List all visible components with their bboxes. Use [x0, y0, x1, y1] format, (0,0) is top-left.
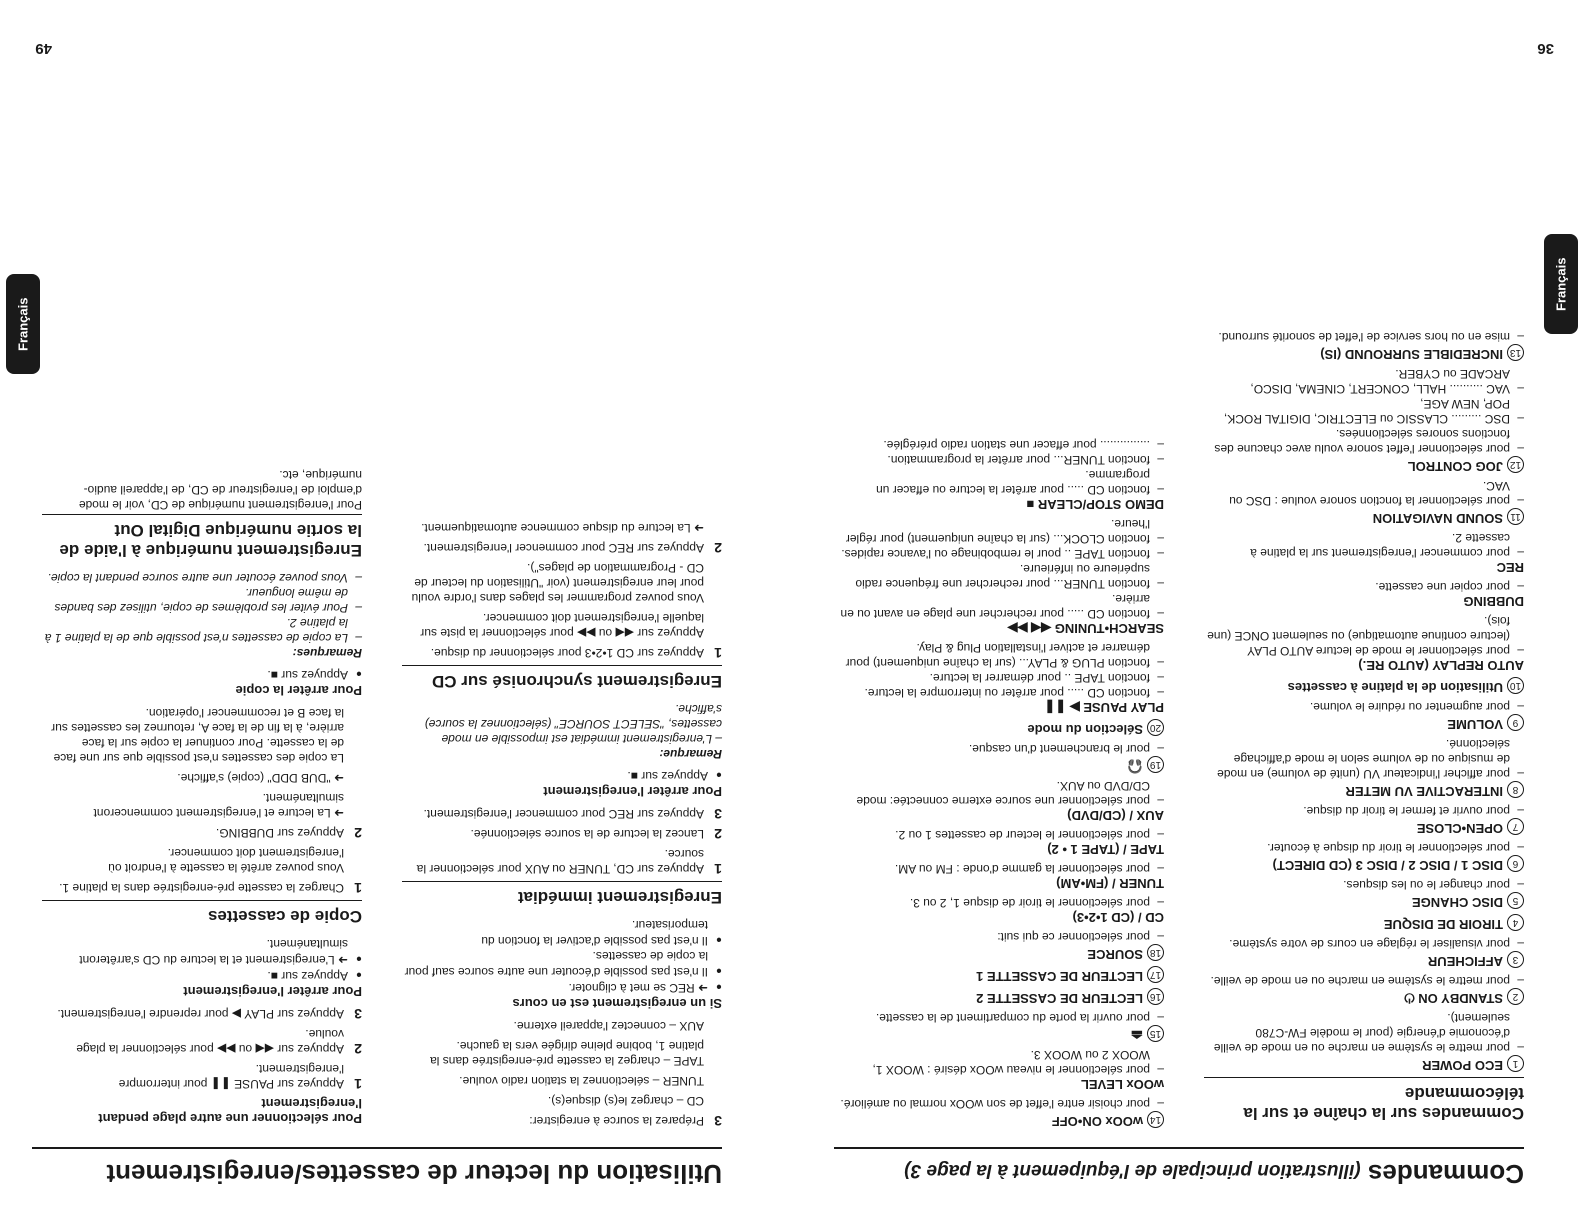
- recording-in-progress-list: [402, 917, 722, 995]
- control-description: – fonction CD ..... pour rechercher une plage en avant ou en arrière.: [834, 591, 1164, 621]
- step-text: Appuyez sur PAUSE ❚❚ pour interrompre l'enregistrement.: [118, 1062, 344, 1091]
- step-row: [402, 610, 722, 640]
- step-text: ➜ La lecture du disque commence automatiquement.: [421, 521, 704, 535]
- control-name: SOURCE: [1087, 947, 1143, 962]
- page-number: 36: [1537, 40, 1554, 57]
- step-row: [42, 1006, 362, 1021]
- step-row: [402, 520, 722, 535]
- item-number-badge: 16: [1147, 988, 1164, 1005]
- control-description: – pour ouvrir et fermer le tiroir du disque.: [1204, 803, 1524, 818]
- step-row: [42, 880, 362, 895]
- control-name: INCREDIBLE SURROUND (IS): [1320, 347, 1503, 362]
- stop-recording-heading: Pour arrêter l'enregistrement: [543, 784, 722, 799]
- control-term: [834, 808, 1164, 823]
- control-term: [1204, 508, 1524, 526]
- controls-list-continued: [834, 437, 1164, 1129]
- right-column-1: [402, 520, 722, 1133]
- step-text: Appuyez sur CD 1•2•3 pour sélectionner du disque.: [430, 646, 704, 660]
- control-name: SOUND NAVIGATION: [1372, 511, 1503, 526]
- list-line: ● Appuyez sur ■.: [42, 967, 362, 983]
- control-name: TUNER / (FM•AM): [1056, 876, 1164, 891]
- control-description: – pour le branchement d'un casque.: [834, 741, 1164, 756]
- list-line: ● Il n'est pas possible d'activer la fonction du temporisateur.: [402, 917, 722, 948]
- step-text: Chargez la cassette pré-enregistrée dans la platine 1.: [59, 881, 344, 895]
- control-term: [834, 988, 1164, 1006]
- control-term: [834, 497, 1164, 512]
- list-line: – Pour éviter les problèmes de copie, utilisez des bandes de même longueur.: [42, 585, 362, 615]
- copy-cassettes-heading: Copie de cassettes: [42, 900, 362, 926]
- step-row: [402, 826, 722, 841]
- control-term: [834, 621, 1164, 636]
- control-term: [1204, 951, 1524, 969]
- control-name: ECO POWER: [1422, 1058, 1503, 1073]
- step-row: [402, 1073, 722, 1088]
- step-row: [402, 1093, 722, 1108]
- control-term: [1204, 560, 1524, 575]
- control-name: ⏏: [1130, 1028, 1143, 1043]
- control-description: – fonction TAPE .. pour démarrer la lecture.: [834, 670, 1164, 685]
- step-text: Vous pouvez programmer les plages dans l'ordre voulu pour leur enregistrement (voir "Utilisation du lecteur de CD - Programmation de plages").: [411, 561, 704, 605]
- step-text: Appuyez sur CD, TUNER ou AUX pour sélectionner la source.: [416, 847, 704, 876]
- control-name: wOOx LEVEL: [1080, 1077, 1164, 1092]
- control-name: CD / (CD 1•2•3): [1072, 910, 1164, 925]
- step-number: 3: [354, 1006, 362, 1022]
- intro-steps: [402, 1018, 722, 1128]
- control-description: – pour choisir entre l'effet de son wOOx normal ou amélioré.: [834, 1096, 1164, 1111]
- item-number-badge: 14: [1147, 1111, 1164, 1128]
- control-description: – fonction TAPE .. pour le rembobinage ou l'avance rapides.: [834, 546, 1164, 561]
- control-term: [1204, 677, 1524, 695]
- control-name: 🎧: [1126, 759, 1143, 774]
- control-name: SEARCH•TUNING ◀◀ ▶▶: [1007, 621, 1164, 636]
- step-text: AUX – connectez l'appareil externe.: [513, 1019, 704, 1033]
- control-description: – fonction CLOCK... (sur la chaîne uniquement) pour régler l'heure.: [834, 516, 1164, 546]
- control-name: DEMO STOP/CLEAR ■: [1026, 497, 1164, 512]
- control-description: – pour sélectionner le tiroir de disque 1, 2 ou 3.: [834, 895, 1164, 910]
- control-description: – pour sélectionner le tiroir du disque à écouter.: [1204, 840, 1524, 855]
- step-row: [402, 1018, 722, 1033]
- list-line: – La copie de cassettes n'est possible que de la platine 1 à la platine 2.: [42, 615, 362, 645]
- control-description: – fonction PLUG & PLAY... (sur la chaîne uniquement) pour démarrer et activer l'installation Plug & Play.: [834, 640, 1164, 670]
- remarks-label: Remarques:: [292, 646, 362, 660]
- step-row: [402, 645, 722, 660]
- step-text: Préparez la source à enregistrer:: [529, 1114, 704, 1128]
- item-number-badge: 9: [1507, 714, 1524, 731]
- step-number: 2: [354, 825, 362, 841]
- control-term: [834, 756, 1164, 774]
- control-description: – pour mettre le système en marche ou en mode de veille.: [1204, 973, 1524, 988]
- item-number-badge: 10: [1507, 677, 1524, 694]
- control-name: AUTO REPLAY (AUTO RE.): [1358, 658, 1524, 673]
- control-term: [834, 876, 1164, 891]
- immediate-recording-steps: [402, 806, 722, 876]
- digital-recording-text: Pour l'enregistrement numérique de CD, voir le mode d'emploi de l'enregistreur de CD, de l'appareil audio-numérique, etc.: [78, 468, 362, 512]
- step-number: 1: [354, 1076, 362, 1092]
- list-line: – Vous pouvez écouter une autre source pendant la copie.: [42, 570, 362, 585]
- control-name: DUBBING: [1463, 594, 1524, 609]
- item-number-badge: 4: [1507, 914, 1524, 931]
- stop-recording-list: [42, 936, 362, 983]
- item-number-badge: 1: [1507, 1055, 1524, 1072]
- control-name: TIROIR DE DISQUE: [1383, 917, 1503, 932]
- control-name: AUX / (CD/DVD): [1067, 808, 1164, 823]
- stop-copy-line: ● Appuyez sur ■.: [42, 666, 362, 682]
- step-text: Vous pouvez arrêté la cassette à l'endroit où l'enregistrement doit commencer.: [108, 846, 344, 875]
- select-track-heading: Pour sélectionner une autre plage pendant l'enregistrement: [98, 1096, 362, 1126]
- item-number-badge: 3: [1507, 951, 1524, 968]
- step-row: [402, 1113, 722, 1128]
- step-row: [402, 846, 722, 876]
- item-number-badge: 19: [1147, 756, 1164, 773]
- control-description: – DSC ......... CLASSIC ou ELECTRIC, DIGITAL ROCK, POP, NEW AGE,: [1204, 396, 1524, 426]
- step-number: 1: [354, 880, 362, 896]
- step-number: 2: [354, 1041, 362, 1057]
- step-number: [704, 520, 722, 535]
- step-text: ➜ "DUB DDD" (copie) s'affiche.: [177, 771, 344, 785]
- step-number: [344, 705, 362, 765]
- control-name: DISC CHANGE: [1411, 895, 1503, 910]
- step-row: [42, 845, 362, 875]
- control-description: – fonction CD ..... pour arrêter ou interrompre la lecture.: [834, 685, 1164, 700]
- control-term: [1204, 714, 1524, 732]
- step-number: 3: [714, 806, 722, 822]
- step-text: Appuyez sur REC pour commencer l'enregistrement.: [423, 807, 704, 821]
- control-description: – pour sélectionner la fonction sonore voulue : DSC ou VAC.: [1204, 478, 1524, 508]
- copy-cassettes-steps: [42, 705, 362, 895]
- control-term: [1204, 344, 1524, 362]
- step-row: [402, 1038, 722, 1068]
- step-text: ➜ La lecture et l'enregistrement commenceront simultanément.: [93, 791, 344, 820]
- item-number-badge: 17: [1147, 966, 1164, 983]
- step-row: [42, 770, 362, 785]
- control-name: VOLUME: [1447, 717, 1503, 732]
- step-number: [704, 1093, 722, 1108]
- step-text: Appuyez sur DUBBING.: [215, 826, 344, 840]
- control-term: [834, 1077, 1164, 1092]
- language-tab: Français: [6, 274, 40, 374]
- control-term: [834, 719, 1164, 737]
- control-description: – pour sélectionner ce qui suit:: [834, 929, 1164, 944]
- control-name: AFFICHEUR: [1427, 954, 1503, 969]
- sync-recording-heading: Enregistrement synchronisé sur CD: [402, 665, 722, 691]
- control-name: INTERACTIVE VU METER: [1345, 784, 1503, 799]
- title-rule: [834, 1147, 1524, 1149]
- controls-list: [1204, 329, 1524, 1073]
- control-term: [834, 944, 1164, 962]
- control-name: STANDBY ON ⏻: [1404, 991, 1503, 1006]
- stop-copy-heading: Pour arrêter la copie: [235, 683, 362, 698]
- step-text: TAPE – chargez la cassette pré-enregistrée dans la platine 1, bobine pleine dirigée vers la gauche.: [430, 1039, 704, 1068]
- step-number: 1: [714, 645, 722, 661]
- step-number: [704, 1018, 722, 1033]
- control-name: DISC 1 / DISC 2 / DISC 3 (CD DIRECT): [1272, 858, 1503, 873]
- step-row: [42, 705, 362, 765]
- digital-recording-heading: Enregistrement numérique à l'aide de la sortie numérique Digital Out: [42, 514, 362, 560]
- control-description: – fonction CD ..... pour arrêter la lecture ou effacer un programme.: [834, 467, 1164, 497]
- control-term: [834, 1111, 1164, 1129]
- control-name: wOOx ON•OFF: [1051, 1114, 1143, 1129]
- control-name: REC: [1496, 560, 1524, 575]
- step-row: [402, 806, 722, 821]
- control-description: – pour changer le ou les disques.: [1204, 877, 1524, 892]
- control-description: – pour copier une cassette.: [1204, 579, 1524, 594]
- control-term: [834, 966, 1164, 984]
- item-number-badge: 2: [1507, 988, 1524, 1005]
- remark-label: Remarque:: [659, 747, 722, 761]
- list-line: ● ➜ REC se met à clignoter.: [402, 979, 722, 995]
- control-description: – pour visualiser le réglage en cours de votre système.: [1204, 936, 1524, 951]
- step-number: [344, 790, 362, 820]
- select-track-steps: [42, 1006, 362, 1091]
- item-number-badge: 18: [1147, 944, 1164, 961]
- step-row: [402, 540, 722, 555]
- stop-recording-heading-2: Pour arrêter l'enregistrement: [183, 984, 362, 999]
- sync-recording-steps: [402, 520, 722, 660]
- item-number-badge: 8: [1507, 781, 1524, 798]
- control-description: – pour commencer l'enregistrement sur la platine à cassette 2.: [1204, 530, 1524, 560]
- control-name: JOG CONTROL: [1407, 459, 1503, 474]
- step-number: [344, 845, 362, 875]
- control-term: [1204, 988, 1524, 1006]
- step-number: [344, 770, 362, 785]
- left-column-1: [1204, 329, 1524, 1133]
- remark-text: – L'enregistrement immédiat est impossible en mode cassettes, "SELECT SOURCE" (sélectionnez la source) s'affiche.: [424, 702, 722, 746]
- control-term: [1204, 892, 1524, 910]
- control-term: [834, 842, 1164, 857]
- step-text: Appuyez sur ◀◀ ou ▶▶ pour sélectionner la plage voulue.: [76, 1027, 344, 1056]
- step-text: Appuyez sur REC pour commencer l'enregistrement.: [423, 541, 704, 555]
- control-term: [834, 910, 1164, 925]
- item-number-badge: 7: [1507, 818, 1524, 835]
- control-term: [1204, 818, 1524, 836]
- control-name: LECTEUR DE CASSETTE 1: [976, 969, 1143, 984]
- step-number: [704, 560, 722, 605]
- item-number-badge: 11: [1507, 508, 1524, 525]
- item-number-badge: 20: [1147, 719, 1164, 736]
- control-description: – fonction TUNER... pour arrêter la programmation.: [834, 452, 1164, 467]
- page-title: Utilisation du lecteur de cassettes/enregistrement: [106, 1159, 722, 1189]
- step-text: Appuyez sur PLAY ▶ pour reprendre l'enregistrement.: [57, 1007, 344, 1021]
- control-description: – pour sélectionner le lecteur de cassettes 1 ou 2.: [834, 827, 1164, 842]
- control-name: OPEN•CLOSE: [1416, 821, 1503, 836]
- left-column-2: [834, 437, 1164, 1133]
- list-line: ● ➜ L'enregistrement et la lecture du CD s'arrêteront simultanément.: [42, 936, 362, 967]
- control-term: [1204, 658, 1524, 673]
- right-column-2: [42, 467, 362, 1133]
- control-term: [1204, 1055, 1524, 1073]
- control-description: – pour ouvrir la porte du compartiment de la cassette.: [834, 1010, 1164, 1025]
- control-description: – pour sélectionner une source externe connectée: mode CD/DVD ou AUX.: [834, 778, 1164, 808]
- control-name: LECTEUR DE CASSETTE 2: [976, 991, 1143, 1006]
- step-row: [402, 560, 722, 605]
- language-tab: Français: [1544, 234, 1578, 334]
- step-text: Appuyez sur ◀◀ ou ▶▶ pour sélectionner la piste sur laquelle l'enregistrement doit commencer.: [420, 611, 704, 640]
- control-description: – ............... pour effacer une station radio préréglée.: [834, 437, 1164, 452]
- control-description: – pour sélectionner le mode de lecture AUTO PLAY (lecture continue automatique) ou seulement ONCE (une fois).: [1204, 613, 1524, 658]
- control-term: [1204, 456, 1524, 474]
- step-number: [704, 1073, 722, 1088]
- control-description: – pour sélectionner la gamme d'onde : FM ou AM.: [834, 861, 1164, 876]
- control-name: TAPE / (TAPE 1 • 2): [1047, 842, 1164, 857]
- control-term: [1204, 594, 1524, 609]
- control-name: Sélection du mode: [1027, 722, 1143, 737]
- control-description: – pour afficher l'indicateur VU (unité de volume) en mode de musique ou de volume selon le mode d'affichage sélectionné.: [1204, 736, 1524, 781]
- step-row: [42, 825, 362, 840]
- step-text: TUNER – sélectionnez la station radio voulue.: [459, 1074, 704, 1088]
- step-row: [42, 790, 362, 820]
- step-text: Lancez la lecture de la source sélectionnée.: [470, 827, 704, 841]
- immediate-recording-heading: Enregistrement immédiat: [402, 881, 722, 907]
- remarks-list: [42, 570, 362, 645]
- control-description: – pour mettre le système en marche ou en mode de veille d'économie d'énergie (pour le modèle FW-C780 seulement).: [1204, 1010, 1524, 1055]
- control-name: Utilisation de la platine à cassettes: [1287, 680, 1503, 695]
- step-text: CD – chargez le(s) disque(s).: [547, 1094, 704, 1108]
- stop-recording-line: ● Appuyez sur ■.: [402, 767, 722, 783]
- item-number-badge: 12: [1507, 456, 1524, 473]
- title-rule: [32, 1147, 722, 1149]
- item-number-badge: 5: [1507, 892, 1524, 909]
- step-number: [704, 610, 722, 640]
- control-description: – pour augmenter ou réduire le volume.: [1204, 699, 1524, 714]
- control-description: – pour sélectionner le niveau wOOx désiré : WOOX 1, WOOX 2 ou WOOX 3.: [834, 1047, 1164, 1077]
- page-title: Commandes (illustration principale de l'équipement à la page 3): [904, 1159, 1524, 1189]
- control-description: – pour sélectionner l'effet sonore voulu avec chacune des fonctions sonores sélectionnées.: [1204, 426, 1524, 456]
- step-number: 1: [714, 861, 722, 877]
- page-36: [792, 0, 1584, 1229]
- item-number-badge: 6: [1507, 855, 1524, 872]
- step-text: La copie des cassettes n'est possible que sur une face de la cassette. Pour continuer la copie sur la face arrière, à la fin de la face A, retournez les cassettes sur la face B et recommencer l'opération.: [51, 706, 344, 765]
- control-term: [1204, 781, 1524, 799]
- control-term: [1204, 855, 1524, 873]
- item-number-badge: 15: [1147, 1025, 1164, 1042]
- item-number-badge: 13: [1507, 344, 1524, 361]
- step-row: [42, 1026, 362, 1056]
- section-heading-commandes: Commandes sur la chaîne et sur la télécommande: [1204, 1077, 1524, 1123]
- step-number: 2: [714, 826, 722, 842]
- control-name: PLAY PAUSE ▶ ❚❚: [1044, 700, 1164, 715]
- control-term: [834, 700, 1164, 715]
- step-number: [704, 1038, 722, 1068]
- recording-in-progress-heading: Si un enregistrement est en cours: [512, 996, 722, 1011]
- step-number: 3: [714, 1113, 722, 1129]
- list-line: ● Il n'est pas possible d'écouter une autre source sauf pour la copie de cassettes.: [402, 948, 722, 979]
- page-number: 49: [35, 40, 52, 57]
- control-description: – fonction TUNER... pour rechercher une fréquence radio supérieure ou inférieure.: [834, 561, 1164, 591]
- control-term: [1204, 914, 1524, 932]
- step-number: 2: [714, 540, 722, 556]
- control-description: – mise en ou hors service de l'effet de sonorité surround.: [1204, 329, 1524, 344]
- control-term: [834, 1025, 1164, 1043]
- control-description: – VAC .......... HALL, CONCERT, CINEMA, DISCO, ARCADE ou CYBER.: [1204, 366, 1524, 396]
- step-row: [42, 1061, 362, 1091]
